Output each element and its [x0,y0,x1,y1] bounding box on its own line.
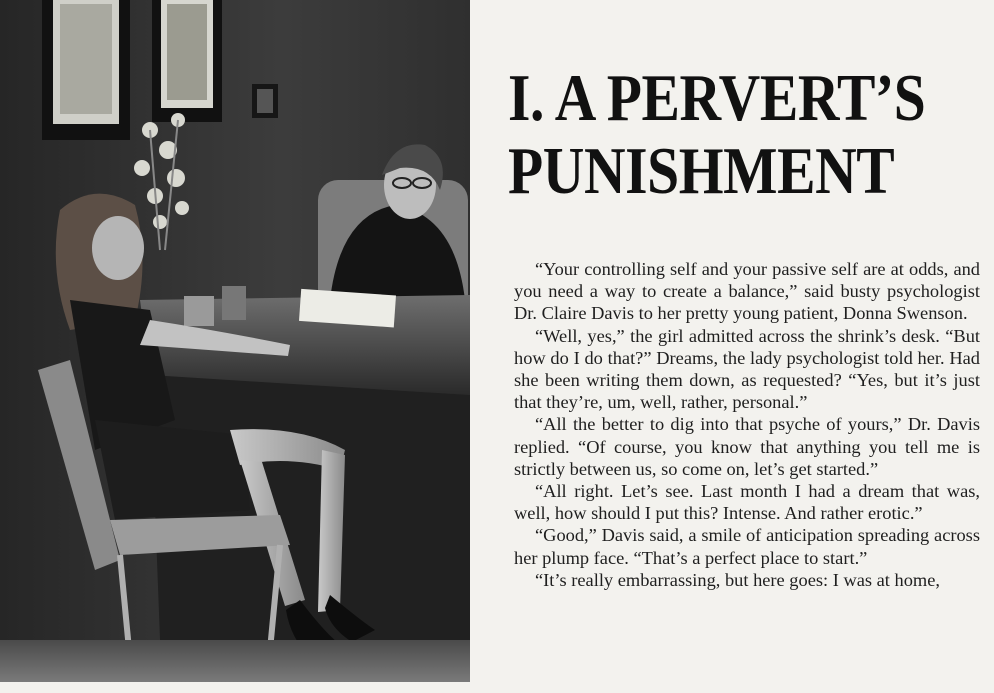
paragraph: “All the better to dig into that psyche of yours,” Dr. Davis replied. “Of course, you know that anything you tell me is strictly between us, so come on, let’s get started.” [514,414,980,479]
paragraph: “Your controlling self and your passive self are at odds, and you need a way to create a balance,” said busty psychologist Dr. Claire Davis to her pretty young patient, Donna Swenson. [514,259,980,324]
paragraph: “All right. Let’s see. Last month I had a dream that was, well, how should I put this? Intense. And rather erotic.” [514,481,980,524]
paragraph: “Good,” Davis said, a smile of anticipation spreading across her plump face. “That’s a perfect place to start.” [514,525,980,568]
title-line-1: I. A PERVERT’S [508,61,926,135]
article-photo [0,0,470,682]
article-title [508,61,926,208]
article-body [514,258,980,591]
title-line-2: PUNISHMENT [508,134,895,208]
paragraph: “Well, yes,” the girl admitted across the shrink’s desk. “But how do I do that?” Dreams, the lady psychologist told her. Had she been writing them down, as requested? “Yes, but it’s just that they’re, um, well, rather, personal.” [514,325,980,413]
paragraph: “It’s really embarrassing, but here goes: I was at home, [535,569,940,590]
